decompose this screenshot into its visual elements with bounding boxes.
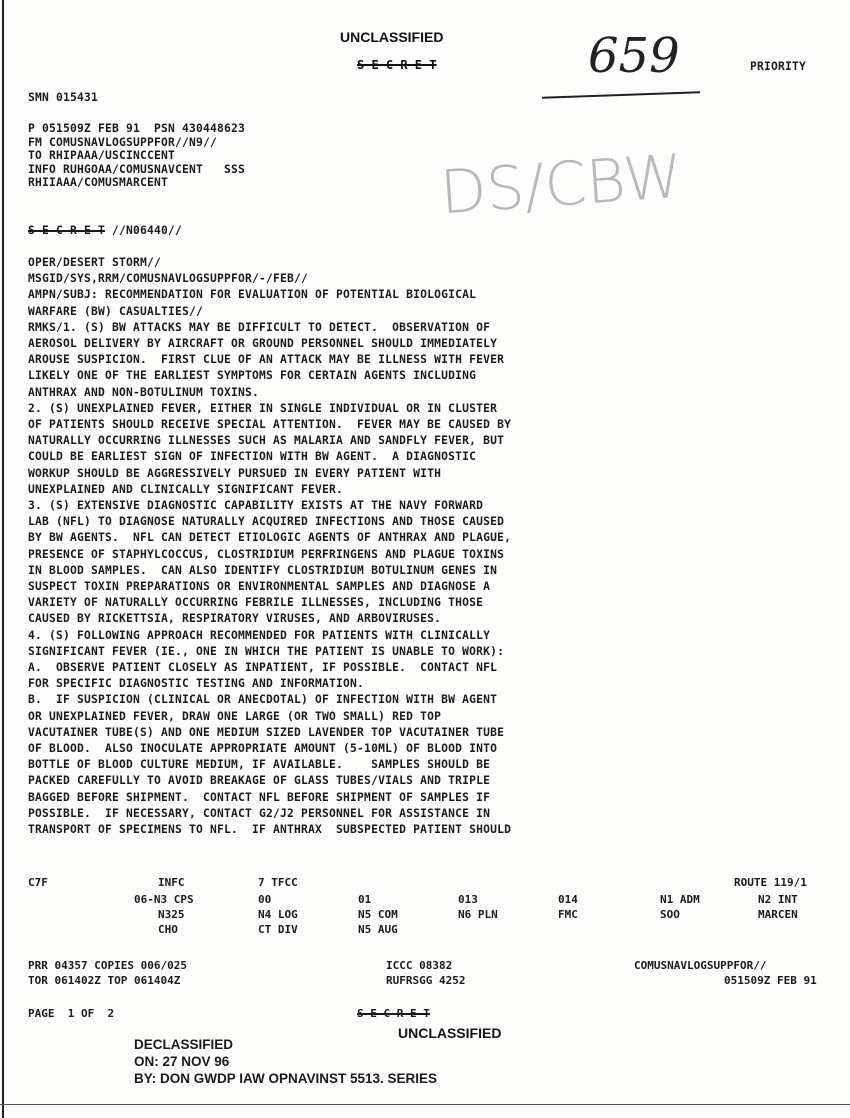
dist-r2-c3: 01 [358,893,372,906]
secret-bottom-struck: S E C R E T [357,1007,430,1020]
footer-page: PAGE 1 OF 2 [28,1007,115,1020]
footer-prr: PRR 04357 COPIES 006/025 [28,959,187,972]
secret-line-rest: //N06440// [105,224,183,237]
body-line: NATURALLY OCCURRING ILLNESSES SUCH AS MALARIA AND SANDFLY FEVER, BUT [28,434,505,448]
body-line: IN BLOOD SAMPLES. CAN ALSO IDENTIFY CLOSTRIDIUM BOTULINUM GENES IN [28,563,498,577]
handwritten-note: DS/CBW [437,141,686,229]
body-line: BY BW AGENTS. NFL CAN DETECT ETIOLOGIC AGENTS OF ANTHRAX AND PLAGUE, [28,531,512,545]
footer-iccc: ICCC 08382 [386,959,453,972]
dist-r4-c3: N5 AUG [358,923,398,936]
body-line: TRANSPORT OF SPECIMENS TO NFL. IF ANTHRAX SUBSPECTED PATIENT SHOULD [28,823,512,836]
body-line: ANTHRAX AND NON-BOTULINUM TOXINS. [28,385,260,399]
routing-line: FM COMUSNAVLOGSUPPFOR//N9// [28,135,218,149]
left-border-rule [2,0,4,1118]
dist-r3-c3: N5 COM [358,908,398,921]
dist-r2-c5: 014 [558,893,578,906]
priority-label: PRIORITY [750,60,807,73]
declassified-date: ON: 27 NOV 96 [134,1054,230,1069]
body-line: WARFARE (BW) CASUALTIES// [28,304,204,318]
dist-r4-c1: CHO [158,923,178,936]
dist-infc: INFC [158,876,185,889]
body-line: A. OBSERVE PATIENT CLOSELY AS INPATIENT, IF POSSIBLE. CONTACT NFL [28,661,498,674]
declassified-authority: BY: DON GWDP IAW OPNAVINST 5513. SERIES [134,1071,438,1086]
body-line: LAB (NFL) TO DIAGNOSE NATURALLY ACQUIRED INFECTIONS AND THOSE CAUSED [28,515,505,529]
bottom-rule [0,1104,850,1105]
body-line: CAUSED BY RICKETTSIA, RESPIRATORY VIRUSES, AND ARBOVIRUSES. [28,612,442,626]
dist-r2-c2: 00 [258,893,272,906]
dist-r3-c7: MARCEN [758,908,798,921]
body-line: 4. (S) FOLLOWING APPROACH RECOMMENDED FOR PATIENTS WITH CLINICALLY [28,628,491,642]
body-line: B. IF SUSPICION (CLINICAL OR ANECDOTAL) OF INFECTION WITH BW AGENT [28,693,498,707]
body-line: OPER/DESERT STORM// [28,256,162,269]
body-line: FOR SPECIFIC DIAGNOSTIC TESTING AND INFORMATION. [28,677,365,691]
dist-r2-c4: 013 [458,893,478,906]
routing-line: INFO RUHGOAA/COMUSNAVCENT SSS [28,162,246,176]
routing-line: TO RHIPAAA/USCINCCENT [28,149,176,162]
body-line: OF BLOOD. ALSO INOCULATE APPROPRIATE AMOUNT (5-10ML) OF BLOOD INTO [28,742,498,755]
body-line: SUSPECT TOXIN PREPARATIONS OR ENVIRONMENTAL SAMPLES AND DIAGNOSE A [28,580,491,593]
footer-rufr: RUFRSGG 4252 [386,974,466,987]
handwritten-page-number: 659 [588,28,680,84]
body-line: BOTTLE OF BLOOD CULTURE MEDIUM, IF AVAILABLE. SAMPLES SHOULD BE [28,758,491,772]
classification-bottom: UNCLASSIFIED [398,1025,502,1041]
body-line: OR UNEXPLAINED FEVER, DRAW ONE LARGE (OR TWO SMALL) RED TOP [28,709,442,723]
body-line: MSGID/SYS,RRM/COMUSNAVLOGSUPPFOR/-/FEB// [28,272,309,286]
dist-r2-c7: N2 INT [758,893,798,906]
footer-tor: TOR 061402Z TOP 061404Z [28,974,181,987]
body-line: OF PATIENTS SHOULD RECEIVE SPECIAL ATTENTION. FEVER MAY BE CAUSED BY [28,418,512,431]
dist-r2-c6: N1 ADM [660,893,700,906]
dist-r2-c1: 06-N3 CPS [134,893,194,906]
body-line: RMKS/1. (S) BW ATTACKS MAY BE DIFFICULT TO DETECT. OBSERVATION OF [28,320,491,334]
body-line: AEROSOL DELIVERY BY AIRCRAFT OR GROUND PERSONNEL SHOULD IMMEDIATELY [28,337,498,350]
secret-line-struck: S E C R E T [28,224,106,237]
routing-line: P 051509Z FEB 91 PSN 430448623 [28,122,246,135]
body-line: 3. (S) EXTENSIVE DIAGNOSTIC CAPABILITY EXISTS AT THE NAVY FORWARD [28,499,484,512]
dist-r3-c2: N4 LOG [258,908,298,921]
dist-tfcc: 7 TFCC [258,876,298,889]
body-line: COULD BE EARLIEST SIGN OF INFECTION WITH BW AGENT. A DIAGNOSTIC [28,450,477,464]
serial-number: SMN 015431 [28,91,99,104]
secret-top-struck: S E C R E T [357,58,437,72]
body-line: AROUSE SUSPICION. FIRST CLUE OF AN ATTACK MAY BE ILLNESS WITH FEVER [28,353,505,367]
dist-route: ROUTE 119/1 [734,876,807,889]
body-line: WORKUP SHOULD BE AGGRESSIVELY PURSUED IN EVERY PATIENT WITH [28,466,442,480]
classification-top: UNCLASSIFIED [340,29,444,45]
dist-r3-c5: FMC [558,908,578,921]
body-line: 2. (S) UNEXPLAINED FEVER, EITHER IN SINGLE INDIVIDUAL OR IN CLUSTER [28,401,498,415]
dist-r3-c6: SOO [660,908,680,921]
handwritten-underline [542,91,700,99]
secret-line [28,224,182,238]
dist-c7f: C7F [28,876,48,889]
dist-r4-c2: CT DIV [258,923,298,936]
footer-dtg: 051509Z FEB 91 [724,974,817,987]
body-line: POSSIBLE. IF NECESSARY, CONTACT G2/J2 PERSONNEL FOR ASSISTANCE IN [28,806,491,820]
body-line: PACKED CAREFULLY TO AVOID BREAKAGE OF GLASS TUBES/VIALS AND TRIPLE [28,774,491,788]
footer-comus: COMUSNAVLOGSUPPFOR// [634,959,767,972]
declassified-label: DECLASSIFIED [134,1037,234,1052]
body-line: LIKELY ONE OF THE EARLIEST SYMPTOMS FOR CERTAIN AGENTS INCLUDING [28,369,477,383]
body-line: BAGGED BEFORE SHIPMENT. CONTACT NFL BEFORE SHIPMENT OF SAMPLES IF [28,790,491,804]
body-line: VARIETY OF NATURALLY OCCURRING FEBRILE ILLNESSES, INCLUDING THOSE [28,596,484,610]
body-line: SIGNIFICANT FEVER (IE., ONE IN WHICH THE PATIENT IS UNABLE TO WORK): [28,644,505,658]
body-line: PRESENCE OF STAPHYLCOCCUS, CLOSTRIDIUM PERFRINGENS AND PLAGUE TOXINS [28,547,505,561]
body-line: VACUTAINER TUBE(S) AND ONE MEDIUM SIZED LAVENDER TOP VACUTAINER TUBE [28,725,505,739]
body-line: AMPN/SUBJ: RECOMMENDATION FOR EVALUATION OF POTENTIAL BIOLOGICAL [28,288,477,302]
dist-r3-c1: N325 [158,908,185,921]
body-line: UNEXPLAINED AND CLINICALLY SIGNIFICANT FEVER. [28,482,344,496]
dist-r3-c4: N6 PLN [458,908,498,921]
routing-line: RHIIAAA/COMUSMARCENT [28,176,169,189]
